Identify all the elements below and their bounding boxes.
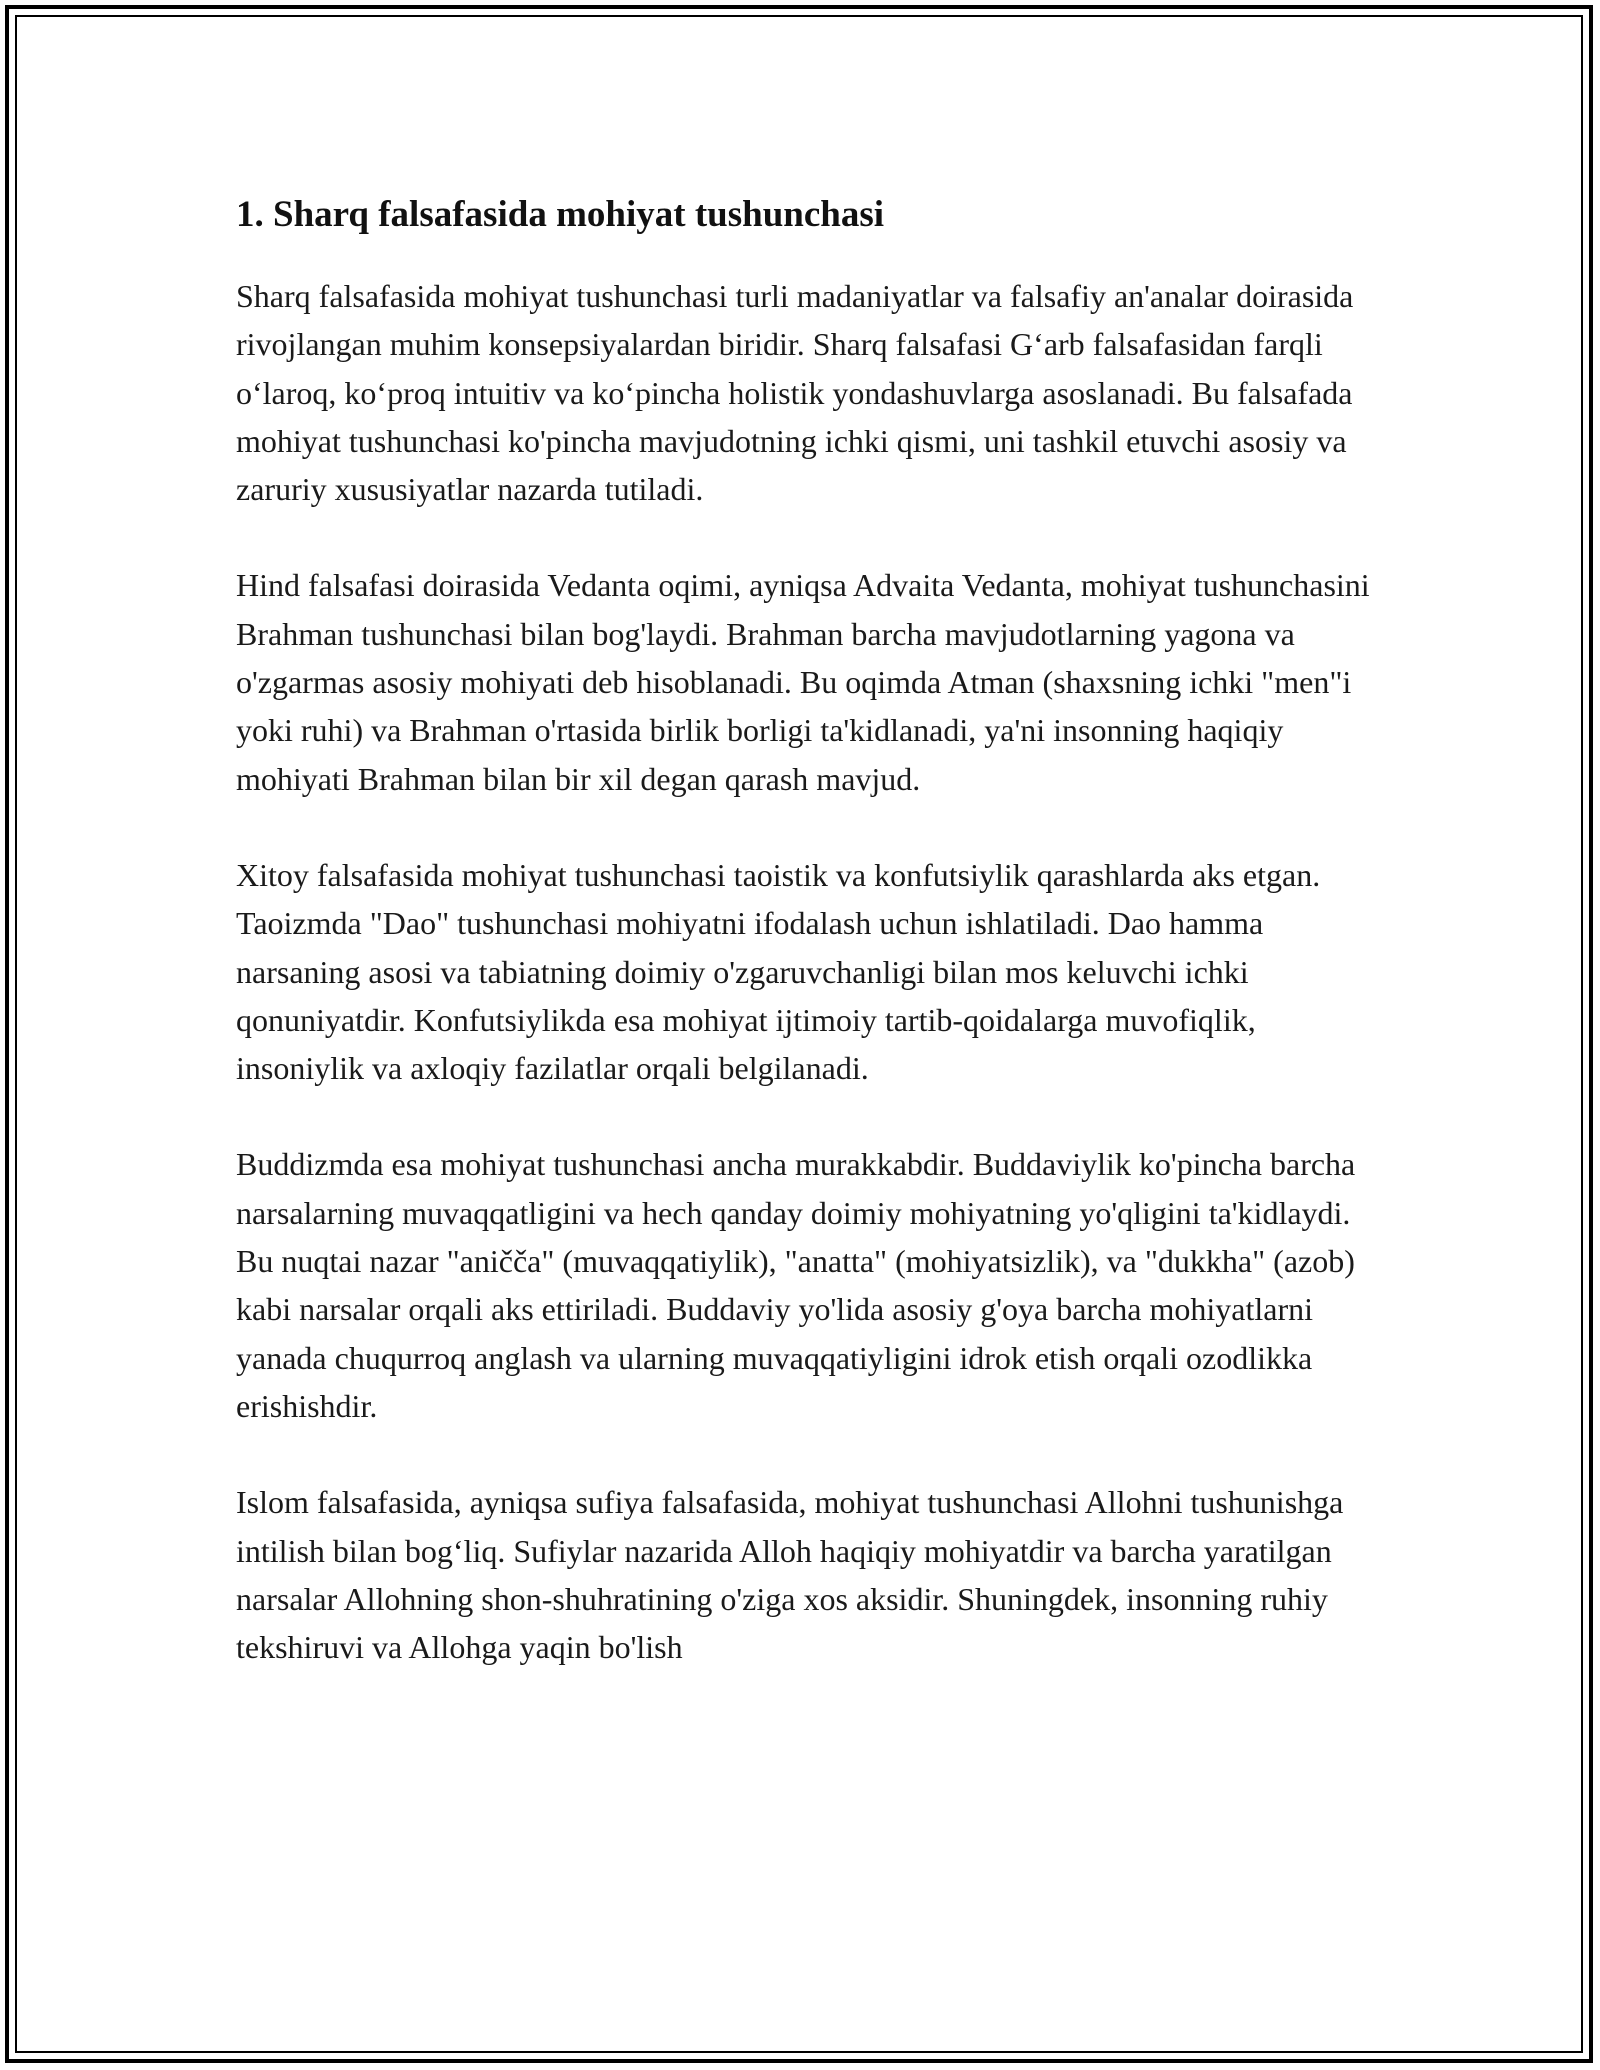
section-title: 1. Sharq falsafasida mohiyat tushunchasi (236, 194, 885, 235)
paragraph-sharq-falsafasi: Sharq falsafasida mohiyat tushunchasi turli madaniyatlar va falsafiy an'analar doirasida rivojlangan muhim konsepsiyalardan biridir. Sharq falsafasi G‘arb falsafasidan farqli o‘laroq, ko‘proq intuitiv va ko‘pincha holistik yondashuvlarga asoslanadi. Bu falsafada mohiyat tushunchasi ko'pincha mavjudotning ichki qismi, uni tashkil etuvchi asosiy va zaruriy xususiyatlar nazarda tutiladi. (236, 278, 1354, 508)
paragraph-islom-falsafasi: Islom falsafasida, ayniqsa sufiya falsafasida, mohiyat tushunchasi Allohni tushunishga intilish bilan bog‘liq. Sufiylar nazarida Alloh haqiqiy mohiyatdir va barcha yaratilgan narsalar Allohning shon-shuhratining o'ziga xos aksidir. Shuningdek, insonning ruhiy tekshiruvi va Allohga yaqin bo'lish (236, 1484, 1344, 1666)
document-body (236, 186, 1376, 1719)
paragraph-buddizm: Buddizmda esa mohiyat tushunchasi ancha murakkabdir. Buddaviylik ko'pincha barcha narsalarning muvaqqatligini va hech qanday doimiy mohiyatning yo'qligini ta'kidlaydi. Bu nuqtai nazar "aničča" (muvaqqatiylik), "anatta" (mohiyatsizlik), va "dukkha" (azob) kabi narsalar orqali aks ettiriladi. Buddaviy yo'lida asosiy g'oya barcha mohiyatlarni yanada chuqurroq anglash va ularning muvaqqatiyligini idrok etish orqali ozodlikka erishishdir. (236, 1146, 1356, 1424)
paragraph-hind-falsafasi: Hind falsafasi doirasida Vedanta oqimi, ayniqsa Advaita Vedanta, mohiyat tushunchasini Brahman tushunchasi bilan bog'laydi. Brahman barcha mavjudotlarning yagona va o'zgarmas asosiy mohiyati deb hisoblanadi. Bu oqimda Atman (shaxsning ichki "men"i yoki ruhi) va Brahman o'rtasida birlik borligi ta'kidlanadi, ya'ni insonning haqiqiy mohiyati Brahman bilan bir xil degan qarash mavjud. (236, 567, 1370, 797)
paragraph-xitoy-falsafasi: Xitoy falsafasida mohiyat tushunchasi taoistik va konfutsiylik qarashlarda aks etgan. Taoizmda "Dao" tushunchasi mohiyatni ifodalash uchun ishlatiladi. Dao hamma narsaning asosi va tabiatning doimiy o'zgaruvchanligi bilan mos keluvchi ichki qonuniyatdir. Konfutsiylikda esa mohiyat ijtimoiy tartib-qoidalarga muvofiqlik, insoniylik va axloqiy fazilatlar orqali belgilanadi. (236, 856, 1321, 1087)
